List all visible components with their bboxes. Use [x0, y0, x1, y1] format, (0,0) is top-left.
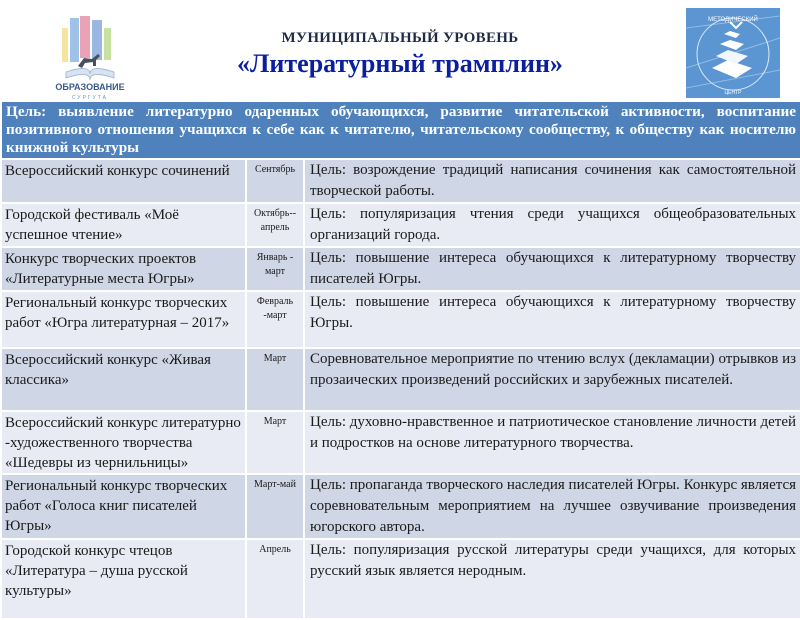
contest-period: Сентябрь	[246, 159, 304, 203]
contest-description: Цель: популяризация русской литературы среди учащихся, для которых русский язык является неродным.	[304, 539, 800, 619]
contest-name: Конкурс творческих проектов «Литературные места Югры»	[1, 247, 246, 291]
svg-text:СУРГУТА: СУРГУТА	[71, 95, 109, 100]
contest-description: Соревновательное мероприятие по чтению вслух (декламации) отрывков из прозаических произведений российских и зарубежных писателей.	[304, 348, 800, 411]
table-row	[1, 203, 800, 247]
contest-name: Всероссийский конкурс литературно -художественного творчества «Шедевры из чернильницы»	[1, 411, 246, 474]
svg-text:ЦЕНТР: ЦЕНТР	[724, 90, 742, 96]
table-row	[1, 159, 800, 203]
svg-text:ОБРАЗОВАНИЕ: ОБРАЗОВАНИЕ	[55, 82, 125, 92]
table-row	[1, 247, 800, 291]
contest-period: Апрель	[246, 539, 304, 619]
table-row	[1, 348, 800, 411]
contest-period: Март	[246, 411, 304, 474]
contest-name: Городской конкурс чтецов «Литература – душа русской культуры»	[1, 539, 246, 619]
table-row	[1, 539, 800, 619]
contest-name: Всероссийский конкурс сочинений	[1, 159, 246, 203]
contest-description: Цель: возрождение традиций написания сочинения как самостоятельной творческой работы.	[304, 159, 800, 203]
contest-name: Городской фестиваль «Моё успешное чтение»	[1, 203, 246, 247]
contests-table	[0, 100, 800, 620]
page-title: «Литературный трамплин»	[237, 49, 563, 78]
contest-description: Цель: популяризация чтения среди учащихся общеобразовательных организаций города.	[304, 203, 800, 247]
contest-period: Январь - март	[246, 247, 304, 291]
table-row	[1, 291, 800, 348]
contest-period: Март	[246, 348, 304, 411]
goal-header: Цель: выявление литературно одаренных обучающихся, развитие читательской активности, воспитание позитивного отношения учащихся к себе как к читателю, читательскому сообществу, к обществу как носителю книжной культуры	[1, 101, 800, 159]
contest-period: Октябрь--апрель	[246, 203, 304, 247]
contest-period: Февраль -март	[246, 291, 304, 348]
contest-description: Цель: повышение интереса обучающихся к литературному творчеству Югры.	[304, 291, 800, 348]
table-row	[1, 411, 800, 474]
contest-name: Региональный конкурс творческих работ «Югра литературная – 2017»	[1, 291, 246, 348]
contest-description: Цель: повышение интереса обучающихся к литературному творчеству писателей Югры.	[304, 247, 800, 291]
contest-description: Цель: пропаганда творческого наследия писателей Югры. Конкурс является соревновательным мероприятием на лучшее озвучивание произведения югорского автора.	[304, 474, 800, 539]
methodical-center-logo	[686, 8, 780, 98]
page-subtitle: МУНИЦИПАЛЬНЫЙ УРОВЕНЬ	[281, 30, 519, 46]
svg-text:МЕТОДИЧЕСКИЙ: МЕТОДИЧЕСКИЙ	[708, 17, 758, 23]
contest-name: Всероссийский конкурс «Живая классика»	[1, 348, 246, 411]
contest-description: Цель: духовно-нравственное и патриотическое становление личности детей и подростков на основе литературного творчества.	[304, 411, 800, 474]
contest-name: Региональный конкурс творческих работ «Голоса книг писателей Югры»	[1, 474, 246, 539]
contest-period: Март-май	[246, 474, 304, 539]
table-row	[1, 474, 800, 539]
